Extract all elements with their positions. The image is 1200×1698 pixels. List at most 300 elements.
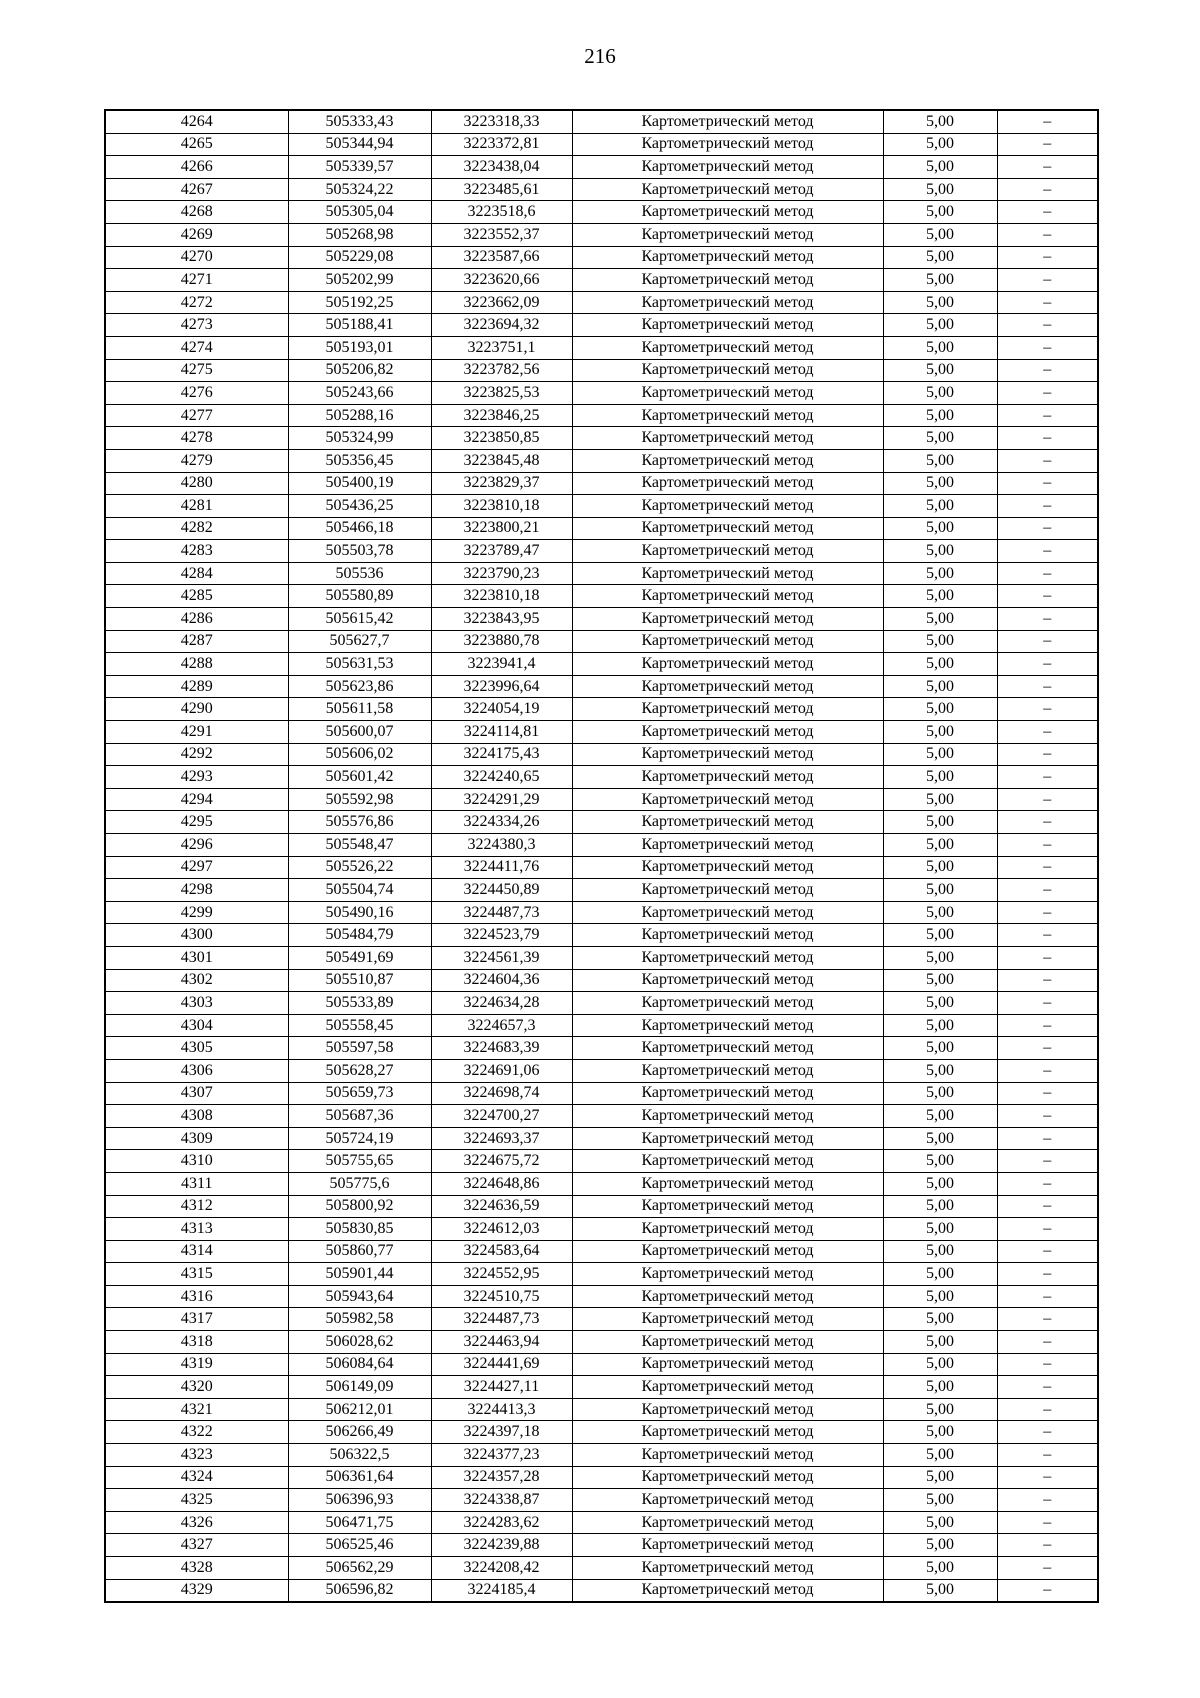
method-cell: Картометрический метод [572,246,883,269]
accuracy-cell: 5,00 [883,1376,997,1399]
point-number-cell: 4312 [105,1195,288,1218]
x-coordinate-cell: 505268,98 [288,223,431,246]
x-coordinate-cell: 505193,01 [288,336,431,359]
method-cell: Картометрический метод [572,924,883,947]
method-cell: Картометрический метод [572,1466,883,1489]
accuracy-cell: 5,00 [883,1285,997,1308]
x-coordinate-cell: 505533,89 [288,992,431,1015]
x-coordinate-cell: 505504,74 [288,879,431,902]
table-row [105,133,1098,156]
table-row [105,1579,1098,1602]
accuracy-cell: 5,00 [883,585,997,608]
table-row [105,721,1098,744]
accuracy-cell: 5,00 [883,901,997,924]
table-row [105,834,1098,857]
table-row [105,540,1098,563]
method-cell: Картометрический метод [572,1308,883,1331]
accuracy-cell: 5,00 [883,246,997,269]
note-cell: – [997,1263,1098,1286]
y-coordinate-cell: 3223372,81 [431,133,572,156]
note-cell: – [997,1308,1098,1331]
point-number-cell: 4309 [105,1127,288,1150]
point-number-cell: 4307 [105,1082,288,1105]
y-coordinate-cell: 3223789,47 [431,540,572,563]
method-cell: Картометрический метод [572,382,883,405]
method-cell: Картометрический метод [572,992,883,1015]
x-coordinate-cell: 505724,19 [288,1127,431,1150]
x-coordinate-cell: 505503,78 [288,540,431,563]
y-coordinate-cell: 3223552,37 [431,223,572,246]
x-coordinate-cell: 505243,66 [288,382,431,405]
y-coordinate-cell: 3223587,66 [431,246,572,269]
accuracy-cell: 5,00 [883,336,997,359]
accuracy-cell: 5,00 [883,1014,997,1037]
method-cell: Картометрический метод [572,608,883,631]
accuracy-cell: 5,00 [883,721,997,744]
method-cell: Картометрический метод [572,562,883,585]
x-coordinate-cell: 505305,04 [288,201,431,224]
note-cell: – [997,1511,1098,1534]
point-number-cell: 4296 [105,834,288,857]
x-coordinate-cell: 505466,18 [288,517,431,540]
point-number-cell: 4268 [105,201,288,224]
point-number-cell: 4303 [105,992,288,1015]
table-row [105,336,1098,359]
accuracy-cell: 5,00 [883,562,997,585]
method-cell: Картометрический метод [572,449,883,472]
note-cell: – [997,156,1098,179]
point-number-cell: 4273 [105,314,288,337]
note-cell: – [997,788,1098,811]
note-cell: – [997,811,1098,834]
y-coordinate-cell: 3224698,74 [431,1082,572,1105]
y-coordinate-cell: 3224487,73 [431,1308,572,1331]
table-row [105,178,1098,201]
table-row [105,359,1098,382]
accuracy-cell: 5,00 [883,156,997,179]
table-row [105,1059,1098,1082]
table-row [105,630,1098,653]
y-coordinate-cell: 3223694,32 [431,314,572,337]
accuracy-cell: 5,00 [883,946,997,969]
note-cell: – [997,1353,1098,1376]
y-coordinate-cell: 3223850,85 [431,427,572,450]
y-coordinate-cell: 3224487,73 [431,901,572,924]
table-row [105,1398,1098,1421]
y-coordinate-cell: 3224634,28 [431,992,572,1015]
point-number-cell: 4272 [105,291,288,314]
note-cell: – [997,133,1098,156]
table-row [105,449,1098,472]
accuracy-cell: 5,00 [883,856,997,879]
y-coordinate-cell: 3223782,56 [431,359,572,382]
x-coordinate-cell: 505491,69 [288,946,431,969]
y-coordinate-cell: 3223518,6 [431,201,572,224]
y-coordinate-cell: 3224657,3 [431,1014,572,1037]
point-number-cell: 4284 [105,562,288,585]
note-cell: – [997,1195,1098,1218]
table-row [105,1037,1098,1060]
accuracy-cell: 5,00 [883,834,997,857]
accuracy-cell: 5,00 [883,1331,997,1354]
x-coordinate-cell: 506028,62 [288,1331,431,1354]
point-number-cell: 4285 [105,585,288,608]
point-number-cell: 4327 [105,1534,288,1557]
note-cell: – [997,1421,1098,1444]
note-cell: – [997,924,1098,947]
note-cell: – [997,1376,1098,1399]
point-number-cell: 4269 [105,223,288,246]
x-coordinate-cell: 505687,36 [288,1105,431,1128]
y-coordinate-cell: 3223751,1 [431,336,572,359]
y-coordinate-cell: 3224114,81 [431,721,572,744]
note-cell: – [997,359,1098,382]
table-row [105,382,1098,405]
method-cell: Картометрический метод [572,427,883,450]
point-number-cell: 4301 [105,946,288,969]
point-number-cell: 4290 [105,698,288,721]
table-row [105,1331,1098,1354]
note-cell: – [997,201,1098,224]
accuracy-cell: 5,00 [883,359,997,382]
table-row [105,314,1098,337]
table-row [105,1285,1098,1308]
point-number-cell: 4306 [105,1059,288,1082]
accuracy-cell: 5,00 [883,766,997,789]
x-coordinate-cell: 505400,19 [288,472,431,495]
table-row [105,788,1098,811]
accuracy-cell: 5,00 [883,201,997,224]
accuracy-cell: 5,00 [883,1240,997,1263]
y-coordinate-cell: 3224523,79 [431,924,572,947]
x-coordinate-cell: 505580,89 [288,585,431,608]
method-cell: Картометрический метод [572,1511,883,1534]
accuracy-cell: 5,00 [883,1308,997,1331]
y-coordinate-cell: 3224510,75 [431,1285,572,1308]
method-cell: Картометрический метод [572,1376,883,1399]
y-coordinate-cell: 3224208,42 [431,1557,572,1580]
accuracy-cell: 5,00 [883,1059,997,1082]
accuracy-cell: 5,00 [883,540,997,563]
note-cell: – [997,1579,1098,1602]
y-coordinate-cell: 3224283,62 [431,1511,572,1534]
accuracy-cell: 5,00 [883,698,997,721]
x-coordinate-cell: 505436,25 [288,495,431,518]
x-coordinate-cell: 505324,99 [288,427,431,450]
note-cell: – [997,992,1098,1015]
table-row [105,246,1098,269]
accuracy-cell: 5,00 [883,110,997,133]
y-coordinate-cell: 3223485,61 [431,178,572,201]
note-cell: – [997,1218,1098,1241]
table-row [105,924,1098,947]
note-cell: – [997,404,1098,427]
method-cell: Картометрический метод [572,156,883,179]
method-cell: Картометрический метод [572,1172,883,1195]
point-number-cell: 4308 [105,1105,288,1128]
point-number-cell: 4277 [105,404,288,427]
y-coordinate-cell: 3224604,36 [431,969,572,992]
x-coordinate-cell: 505202,99 [288,269,431,292]
method-cell: Картометрический метод [572,743,883,766]
table-row [105,743,1098,766]
y-coordinate-cell: 3224552,95 [431,1263,572,1286]
point-number-cell: 4271 [105,269,288,292]
x-coordinate-cell: 505860,77 [288,1240,431,1263]
y-coordinate-cell: 3224700,27 [431,1105,572,1128]
x-coordinate-cell: 505510,87 [288,969,431,992]
table-row [105,766,1098,789]
table-row [105,1127,1098,1150]
accuracy-cell: 5,00 [883,1037,997,1060]
table-row [105,1489,1098,1512]
accuracy-cell: 5,00 [883,1127,997,1150]
accuracy-cell: 5,00 [883,495,997,518]
x-coordinate-cell: 506322,5 [288,1444,431,1467]
point-number-cell: 4266 [105,156,288,179]
y-coordinate-cell: 3224411,76 [431,856,572,879]
accuracy-cell: 5,00 [883,1105,997,1128]
accuracy-cell: 5,00 [883,133,997,156]
point-number-cell: 4276 [105,382,288,405]
point-number-cell: 4321 [105,1398,288,1421]
note-cell: – [997,608,1098,631]
method-cell: Картометрический метод [572,1534,883,1557]
method-cell: Картометрический метод [572,133,883,156]
accuracy-cell: 5,00 [883,811,997,834]
note-cell: – [997,675,1098,698]
method-cell: Картометрический метод [572,1579,883,1602]
note-cell: – [997,562,1098,585]
table-row [105,1534,1098,1557]
y-coordinate-cell: 3224636,59 [431,1195,572,1218]
method-cell: Картометрический метод [572,969,883,992]
point-number-cell: 4311 [105,1172,288,1195]
table-row [105,269,1098,292]
table-row [105,1263,1098,1286]
x-coordinate-cell: 506396,93 [288,1489,431,1512]
point-number-cell: 4328 [105,1557,288,1580]
method-cell: Картометрический метод [572,178,883,201]
note-cell: – [997,1082,1098,1105]
point-number-cell: 4279 [105,449,288,472]
method-cell: Картометрический метод [572,834,883,857]
method-cell: Картометрический метод [572,359,883,382]
note-cell: – [997,291,1098,314]
y-coordinate-cell: 3224240,65 [431,766,572,789]
point-number-cell: 4325 [105,1489,288,1512]
y-coordinate-cell: 3224463,94 [431,1331,572,1354]
y-coordinate-cell: 3224441,69 [431,1353,572,1376]
x-coordinate-cell: 506525,46 [288,1534,431,1557]
note-cell: – [997,1331,1098,1354]
x-coordinate-cell: 505288,16 [288,404,431,427]
table-row [105,1511,1098,1534]
point-number-cell: 4275 [105,359,288,382]
accuracy-cell: 5,00 [883,178,997,201]
accuracy-cell: 5,00 [883,743,997,766]
point-number-cell: 4299 [105,901,288,924]
table-row [105,1421,1098,1444]
table-row [105,992,1098,1015]
accuracy-cell: 5,00 [883,1579,997,1602]
note-cell: – [997,1285,1098,1308]
x-coordinate-cell: 506361,64 [288,1466,431,1489]
note-cell: – [997,721,1098,744]
y-coordinate-cell: 3224413,3 [431,1398,572,1421]
method-cell: Картометрический метод [572,1059,883,1082]
method-cell: Картометрический метод [572,766,883,789]
point-number-cell: 4316 [105,1285,288,1308]
x-coordinate-cell: 505830,85 [288,1218,431,1241]
x-coordinate-cell: 506149,09 [288,1376,431,1399]
table-row [105,562,1098,585]
table-row [105,653,1098,676]
x-coordinate-cell: 505229,08 [288,246,431,269]
method-cell: Картометрический метод [572,1240,883,1263]
point-number-cell: 4317 [105,1308,288,1331]
method-cell: Картометрический метод [572,1398,883,1421]
method-cell: Картометрический метод [572,404,883,427]
table-row [105,201,1098,224]
x-coordinate-cell: 505339,57 [288,156,431,179]
x-coordinate-cell: 505600,07 [288,721,431,744]
note-cell: – [997,1534,1098,1557]
method-cell: Картометрический метод [572,1444,883,1467]
point-number-cell: 4302 [105,969,288,992]
point-number-cell: 4282 [105,517,288,540]
y-coordinate-cell: 3224380,3 [431,834,572,857]
table-row [105,608,1098,631]
accuracy-cell: 5,00 [883,653,997,676]
x-coordinate-cell: 505659,73 [288,1082,431,1105]
method-cell: Картометрический метод [572,698,883,721]
y-coordinate-cell: 3223438,04 [431,156,572,179]
x-coordinate-cell: 505943,64 [288,1285,431,1308]
method-cell: Картометрический метод [572,946,883,969]
x-coordinate-cell: 505324,22 [288,178,431,201]
note-cell: – [997,1127,1098,1150]
accuracy-cell: 5,00 [883,1557,997,1580]
x-coordinate-cell: 505615,42 [288,608,431,631]
y-coordinate-cell: 3223846,25 [431,404,572,427]
note-cell: – [997,1014,1098,1037]
x-coordinate-cell: 505526,22 [288,856,431,879]
point-number-cell: 4300 [105,924,288,947]
method-cell: Картометрический метод [572,585,883,608]
note-cell: – [997,495,1098,518]
y-coordinate-cell: 3224561,39 [431,946,572,969]
method-cell: Картометрический метод [572,1353,883,1376]
table-row [105,1376,1098,1399]
y-coordinate-cell: 3223620,66 [431,269,572,292]
point-number-cell: 4293 [105,766,288,789]
accuracy-cell: 5,00 [883,1263,997,1286]
table-row [105,427,1098,450]
accuracy-cell: 5,00 [883,1150,997,1173]
table-row [105,969,1098,992]
point-number-cell: 4320 [105,1376,288,1399]
x-coordinate-cell: 506471,75 [288,1511,431,1534]
method-cell: Картометрический метод [572,879,883,902]
note-cell: – [997,653,1098,676]
y-coordinate-cell: 3224675,72 [431,1150,572,1173]
x-coordinate-cell: 505627,7 [288,630,431,653]
accuracy-cell: 5,00 [883,924,997,947]
accuracy-cell: 5,00 [883,1082,997,1105]
note-cell: – [997,1444,1098,1467]
method-cell: Картометрический метод [572,1285,883,1308]
table-row [105,675,1098,698]
accuracy-cell: 5,00 [883,1421,997,1444]
note-cell: – [997,382,1098,405]
x-coordinate-cell: 505484,79 [288,924,431,947]
point-number-cell: 4298 [105,879,288,902]
method-cell: Картометрический метод [572,1557,883,1580]
table-row [105,585,1098,608]
point-number-cell: 4324 [105,1466,288,1489]
table-row [105,1218,1098,1241]
x-coordinate-cell: 505775,6 [288,1172,431,1195]
table-row [105,698,1098,721]
table-row [105,1353,1098,1376]
accuracy-cell: 5,00 [883,1511,997,1534]
point-number-cell: 4292 [105,743,288,766]
note-cell: – [997,743,1098,766]
coordinates-table [104,109,1099,1603]
table-row [105,291,1098,314]
method-cell: Картометрический метод [572,223,883,246]
y-coordinate-cell: 3224185,4 [431,1579,572,1602]
method-cell: Картометрический метод [572,721,883,744]
point-number-cell: 4267 [105,178,288,201]
x-coordinate-cell: 505611,58 [288,698,431,721]
method-cell: Картометрический метод [572,1489,883,1512]
point-number-cell: 4315 [105,1263,288,1286]
accuracy-cell: 5,00 [883,427,997,450]
method-cell: Картометрический метод [572,201,883,224]
x-coordinate-cell: 505755,65 [288,1150,431,1173]
y-coordinate-cell: 3224054,19 [431,698,572,721]
table-row [105,879,1098,902]
y-coordinate-cell: 3223829,37 [431,472,572,495]
point-number-cell: 4329 [105,1579,288,1602]
point-number-cell: 4304 [105,1014,288,1037]
note-cell: – [997,178,1098,201]
note-cell: – [997,698,1098,721]
table-row [105,1444,1098,1467]
note-cell: – [997,969,1098,992]
note-cell: – [997,630,1098,653]
point-number-cell: 4280 [105,472,288,495]
y-coordinate-cell: 3223845,48 [431,449,572,472]
table-row [105,1082,1098,1105]
x-coordinate-cell: 505333,43 [288,110,431,133]
x-coordinate-cell: 505344,94 [288,133,431,156]
y-coordinate-cell: 3223843,95 [431,608,572,631]
point-number-cell: 4305 [105,1037,288,1060]
table-row [105,495,1098,518]
method-cell: Картометрический метод [572,495,883,518]
table-row [105,404,1098,427]
y-coordinate-cell: 3224450,89 [431,879,572,902]
point-number-cell: 4313 [105,1218,288,1241]
accuracy-cell: 5,00 [883,608,997,631]
table-row [105,1195,1098,1218]
y-coordinate-cell: 3224357,28 [431,1466,572,1489]
note-cell: – [997,427,1098,450]
x-coordinate-cell: 506212,01 [288,1398,431,1421]
